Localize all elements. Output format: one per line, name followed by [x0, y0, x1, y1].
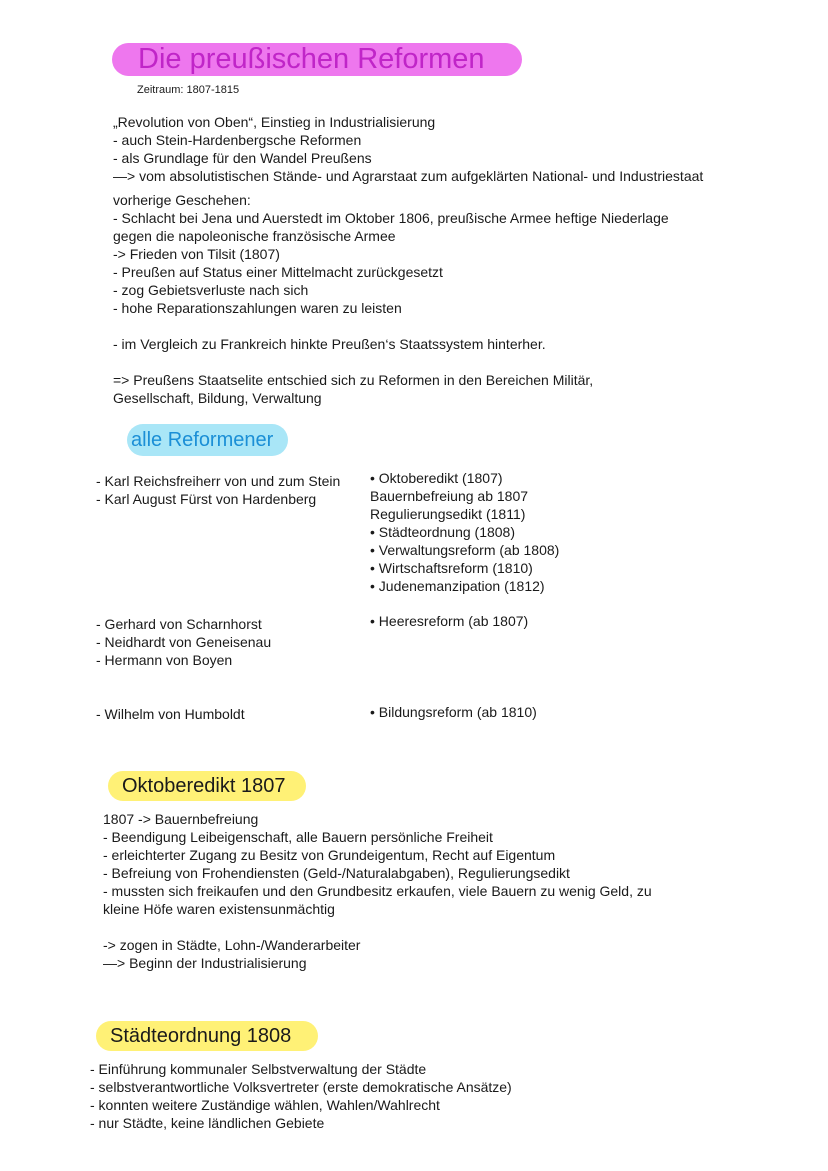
comparison-line: - im Vergleich zu Frankreich hinkte Preußen‘s Staatssystem hinterher. — [113, 336, 546, 352]
oktoberedikt-line: - mussten sich freikaufen und den Grundbesitz erkaufen, viele Bauern zu wenig Geld, zu — [103, 883, 652, 899]
reformer-name: - Karl Reichsfreiherr von und zum Stein — [96, 473, 341, 489]
reform-item: • Judenemanzipation (1812) — [370, 578, 545, 594]
reformers-heading: alle Reformener — [127, 424, 288, 456]
staedteordnung-line: - Einführung kommunaler Selbstverwaltung der Städte — [90, 1061, 427, 1077]
reform-item: • Bildungsreform (ab 1810) — [370, 704, 537, 720]
consequence-line: —> Beginn der Industrialisierung — [103, 955, 307, 971]
prior-events-line: -> Frieden von Tilsit (1807) — [113, 246, 280, 262]
prior-events-line: gegen die napoleonische französische Armee — [113, 228, 396, 244]
staedteordnung-block — [90, 1060, 512, 1132]
prior-events-line: - zog Gebietsverluste nach sich — [113, 282, 309, 298]
reform-item: • Oktoberedikt (1807) — [370, 470, 503, 486]
reformer-group-1-reforms — [370, 469, 559, 595]
reformer-name: - Karl August Fürst von Hardenberg — [96, 491, 317, 507]
oktoberedikt-block — [103, 810, 652, 918]
staedteordnung-line: - selbstverantwortliche Volksvertreter (erste demokratische Ansätze) — [90, 1079, 512, 1095]
prior-events-line: - Preußen auf Status einer Mittelmacht zurückgesetzt — [113, 264, 443, 280]
reformer-group-2-reforms — [370, 612, 528, 630]
prior-events-line: - Schlacht bei Jena und Auerstedt im Oktober 1806, preußische Armee heftige Niederlage — [113, 210, 669, 226]
reformer-name: - Wilhelm von Humboldt — [96, 706, 245, 722]
oktoberedikt-line: 1807 -> Bauernbefreiung — [103, 811, 259, 827]
reformer-name: - Hermann von Boyen — [96, 652, 233, 668]
reform-item: • Heeresreform (ab 1807) — [370, 613, 529, 629]
staedteordnung-line: - konnten weitere Zuständige wählen, Wahlen/Wahlrecht — [90, 1097, 440, 1113]
oktoberedikt-consequences — [103, 936, 360, 972]
intro-line: „Revolution von Oben“, Einstieg in Industrialisierung — [113, 114, 436, 130]
oktoberedikt-line: - Beendigung Leibeigenschaft, alle Bauern persönliche Freiheit — [103, 829, 493, 845]
reform-item: • Städteordnung (1808) — [370, 524, 516, 540]
consequence-line: -> zogen in Städte, Lohn-/Wanderarbeiter — [103, 937, 361, 953]
conclusion-line: => Preußens Staatselite entschied sich zu Reformen in den Bereichen Militär, — [113, 372, 594, 388]
reform-item: Bauernbefreiung ab 1807 — [370, 488, 529, 504]
reformer-group-3-reforms — [370, 703, 537, 721]
oktoberedikt-line: - erleichterter Zugang zu Besitz von Grundeigentum, Recht auf Eigentum — [103, 847, 556, 863]
page-title: Die preußischen Reformen — [112, 43, 522, 76]
reformer-name: - Neidhardt von Geneisenau — [96, 634, 272, 650]
conclusion-block — [113, 371, 593, 407]
prior-events-block — [113, 191, 669, 317]
intro-line: - auch Stein-Hardenbergsche Reformen — [113, 132, 362, 148]
reformer-group-1-people — [96, 472, 340, 508]
intro-line: —> vom absolutistischen Stände- und Agrarstaat zum aufgeklärten National- und Industriestaat — [113, 168, 704, 184]
intro-line: - als Grundlage für den Wandel Preußens — [113, 150, 372, 166]
reform-item: Regulierungsedikt (1811) — [370, 506, 526, 522]
reformer-group-3-people — [96, 705, 245, 723]
staedteordnung-line: - nur Städte, keine ländlichen Gebiete — [90, 1115, 325, 1131]
reform-item: • Verwaltungsreform (ab 1808) — [370, 542, 560, 558]
oktoberedikt-line: kleine Höfe waren existensunmächtig — [103, 901, 335, 917]
oktoberedikt-heading: Oktoberedikt 1807 — [108, 771, 306, 801]
reformer-name: - Gerhard von Scharnhorst — [96, 616, 262, 632]
prior-events-line: vorherige Geschehen: — [113, 192, 251, 208]
reform-item: • Wirtschaftsreform (1810) — [370, 560, 533, 576]
oktoberedikt-line: - Befreiung von Frohendiensten (Geld-/Naturalabgaben), Regulierungsedikt — [103, 865, 570, 881]
intro-block — [113, 113, 703, 185]
prior-events-line: - hohe Reparationszahlungen waren zu leisten — [113, 300, 402, 316]
staedteordnung-heading: Städteordnung 1808 — [96, 1021, 318, 1051]
conclusion-line: Gesellschaft, Bildung, Verwaltung — [113, 390, 322, 406]
reformer-group-2-people — [96, 615, 271, 669]
timeframe: Zeitraum: 1807-1815 — [137, 84, 240, 96]
